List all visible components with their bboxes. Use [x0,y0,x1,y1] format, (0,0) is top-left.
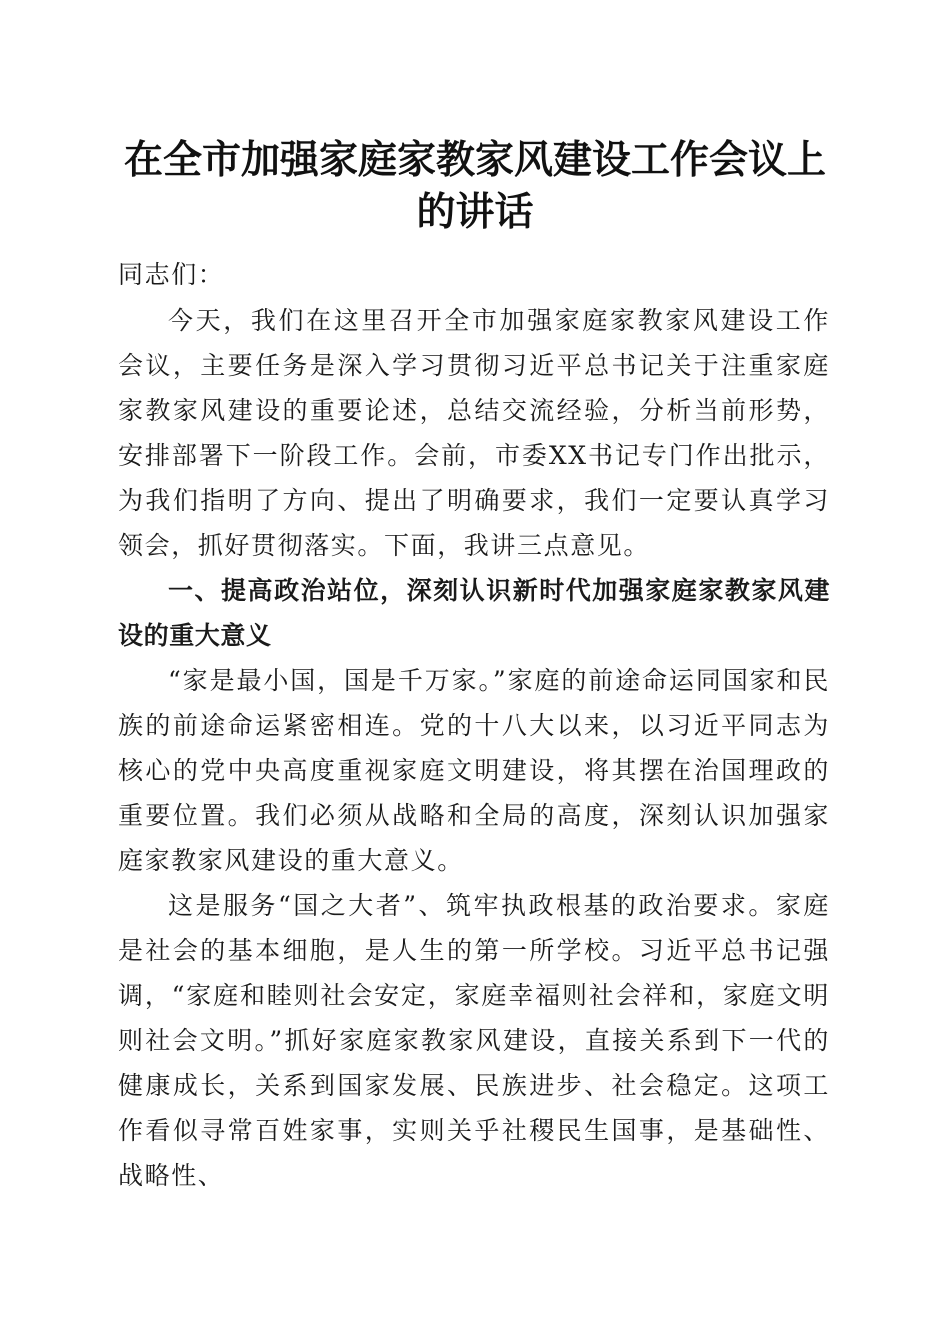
section-heading: 一、提高政治站位，深刻认识新时代加强家庭家教家风建设的重大意义 [118,576,830,650]
body-paragraph: 今天，我们在这里召开全市加强家庭家教家风建设工作会议，主要任务是深入学习贯彻习近平总书记关于注重家庭家教家风建设的重要论述，总结交流经验，分析当前形势，安排部署下一阶段工作。会前，市委XX书记专门作出批示，为我们指明了方向、提出了明确要求，我们一定要认真学习领会，抓好贯彻落实。下面，我讲三点意见。 [118,306,830,560]
body-paragraph: “家是最小国，国是千万家。”家庭的前途命运同国家和民族的前途命运紧密相连。党的十八大以来，以习近平同志为核心的党中央高度重视家庭文明建设，将其摆在治国理政的重要位置。我们必须从战略和全局的高度，深刻认识加强家庭家教家风建设的重大意义。 [118,666,830,875]
document-title: 在全市加强家庭家教家风建设工作会议上的讲话 [123,137,826,235]
document-body [118,252,830,1198]
body-paragraph: 这是服务“国之大者”、筑牢执政根基的政治要求。家庭是社会的基本细胞，是人生的第一所学校。习近平总书记强调，“家庭和睦则社会安定，家庭幸福则社会祥和，家庭文明则社会文明。”抓好家庭家教家风建设，直接关系到下一代的健康成长，关系到国家发展、民族进步、社会稳定。这项工作看似寻常百姓家事，实则关乎社稷民生国事，是基础性、战略性、 [118,891,830,1190]
salutation: 同志们： [118,260,225,289]
